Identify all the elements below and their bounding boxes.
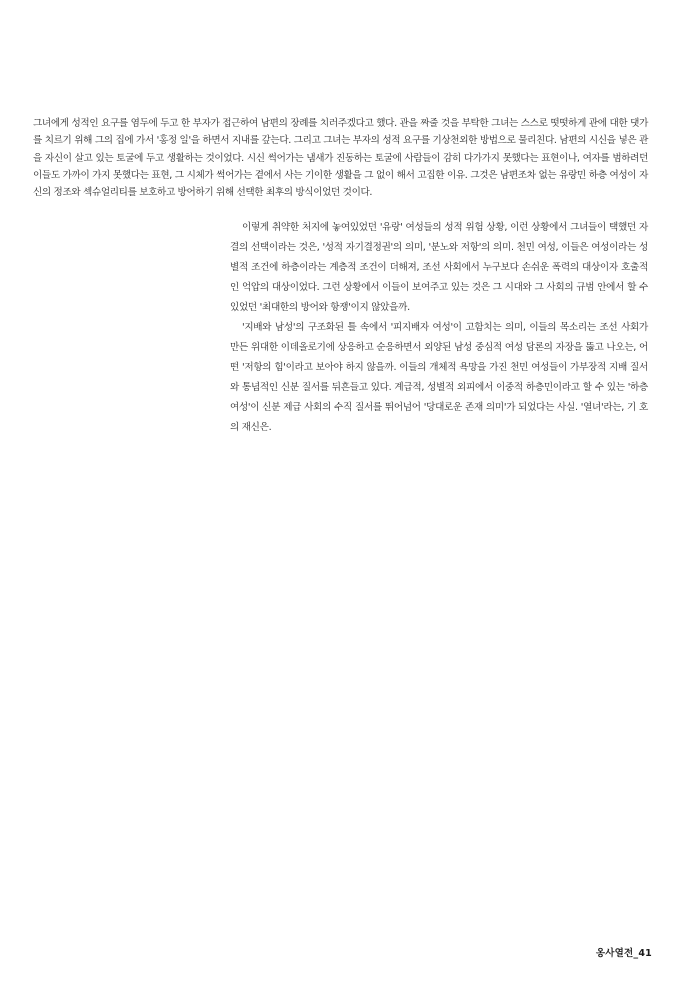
body-paragraph: '지배와 남성'의 구조화된 틀 속에서 '피지배자 여성'이 고함치는 의미, 이들의 목소리는 조선 사회가 만든 위대한 이데올로기에 상응하고 순응하면서 외양된 남성 중심적 여성 담론의 자장을 뚫고 나오는, 어떤 '저항의 힘'이라고 보아야 하지 않을까. 이들의 개체적 욕망을 가진 천민 여성들이 가부장적 지배 질서와 통념적인 신분 질서를 뒤흔들고 있다. 계급적, 성별적 외피에서 이중적 하층민이라고 할 수 있는 '하층여성'이 신분 제급 사회의 수직 질서를 뛰어넘어 '당대로운 존재 의미'가 되었다는 사실. '열녀'라는, 기 호의 재신은. [230, 322, 648, 433]
intro-paragraph: 그녀에게 성적인 요구를 염두에 두고 한 부자가 접근하여 남편의 장례를 치러주겠다고 했다. 관을 짜줄 것을 부탁한 그녀는 스스로 떳떳하게 관에 대한 댓가를 치르기 위해 그의 집에 가서 '홍정 일'을 하면서 지내를 갚는다. 그리고 그녀는 부자의 성적 요구를 기상천외한 방법으로 물리친다. 남편의 시신을 넣은 관을 자신이 살고 있는 토굴에 두고 생활하는 것이었다. 시신 썩어가는 냄새가 진동하는 토굴에 사람들이 감히 다가가지 못했다는 표현이나, 여자를 범하려던 이들도 가까이 가지 못했다는 표현, 그 시체가 썩어가는 곁에서 사는 기이한 생활을 그 없이 해서 고집한 이유. 그것은 남편조차 없는 유랑민 하층 여성이 자신의 정조와 섹슈얼리티를 보호하고 방어하기 위해 선택한 최후의 방식이었던 것이다. [33, 118, 648, 199]
intro-text-block [33, 115, 648, 201]
page-footer-label: 옹사열전_41 [595, 948, 652, 959]
body-paragraph: 이렇게 취약한 처지에 놓여있었던 '유랑' 여성들의 성적 위험 상황, 이런 상황에서 그녀들이 택했던 자결의 선택이라는 것은, '성적 자기결정권'의 의미, '분노와 저항'의 의미. 천민 여성, 이들은 여성이라는 성별적 조건에 하층이라는 계층적 조건이 더해져, 조선 사회에서 누구보다 손쉬운 폭력의 대상이자 호출적인 억압의 대상이었다. 그런 상황에서 이들이 보여주고 있는 것은 그 시대와 그 사회의 규범 안에서 할 수 있었던 '최대한의 방어와 항쟁'이지 않았을까. [230, 222, 648, 313]
main-text-block [230, 218, 648, 438]
